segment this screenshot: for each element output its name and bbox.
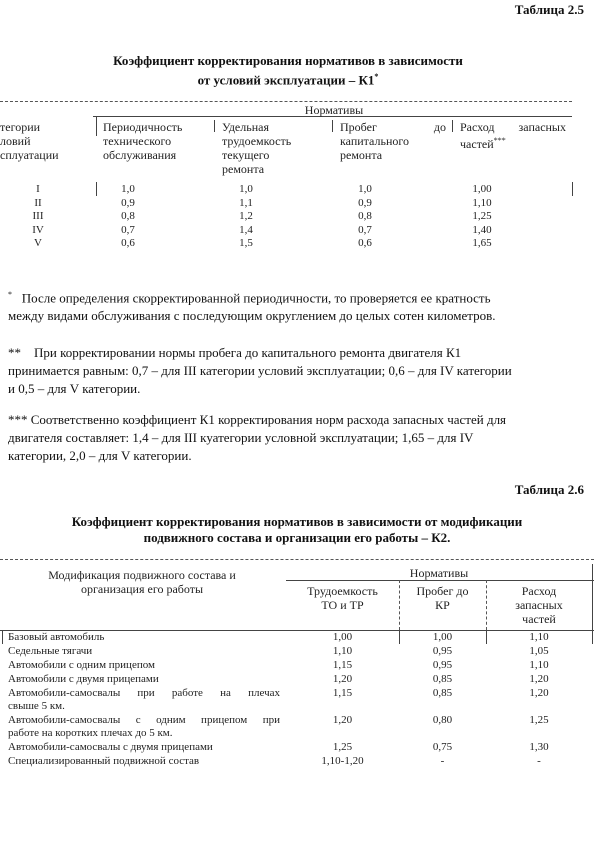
footnote-mark: *** (493, 136, 506, 145)
labor-cell: 1,20 (332, 714, 353, 726)
column-header-parts: Расход запасных частей (515, 584, 563, 626)
periodicity-cell: 0,7 (121, 223, 135, 236)
labor-cell: 1,00 (332, 631, 353, 643)
row-label: Автомобили-самосвалы при работе на плечах свыше 5 км. (8, 687, 280, 712)
row-label: Автомобили с одним прицепом (8, 659, 155, 671)
periodicity-cell: 0,9 (121, 196, 135, 209)
table-row (0, 673, 594, 686)
parts-cell: 1,10 (472, 196, 492, 209)
table-row (0, 659, 594, 672)
column-header-periodicity: Периодичность технического обслуживания (103, 120, 183, 162)
category-cell: V (34, 237, 42, 249)
table-row (0, 687, 594, 713)
column-header-modification: Модификация подвижного состава и организация его работы (48, 568, 236, 596)
parts-cell: 1,20 (529, 687, 549, 699)
row-label: Автомобили-самосвалы с одним прицепом при работе на коротких плечах до 5 км. (8, 714, 280, 739)
parts-cell: 1,30 (529, 741, 549, 753)
table-row (0, 755, 594, 768)
table-number: Таблица 2.6 (514, 482, 584, 497)
labor-cell: 1,10 (332, 645, 353, 657)
table-row (0, 183, 572, 196)
footnote: * После определения скорректированной периодичности, то проверяется ее кратность между видами обслуживания с последующим округлением до целых сотен километров. (8, 290, 496, 324)
category-cell: II (34, 196, 42, 209)
table-rule (0, 559, 594, 560)
mileage-cell: 1,0 (358, 183, 372, 195)
row-label: Автомобили с двумя прицепами (8, 673, 159, 685)
table-title-line: от условий эксплуатации – К1* (197, 72, 379, 88)
labor-cell: 1,0 (239, 183, 253, 195)
group-header: Нормативы (409, 566, 469, 580)
mileage-cell: 0,80 (432, 714, 453, 726)
category-cell: III (32, 210, 44, 222)
table-row (0, 237, 572, 250)
column-divider (572, 182, 573, 196)
mileage-cell: 0,6 (358, 237, 372, 249)
periodicity-cell: 0,6 (121, 237, 135, 249)
labor-cell: 1,5 (239, 237, 253, 249)
mileage-cell: 0,85 (432, 673, 453, 685)
table-row (0, 210, 572, 223)
column-divider (452, 120, 453, 132)
table-number: Таблица 2.5 (514, 2, 584, 17)
column-header-category: тегории ловий сплуатации (0, 120, 59, 162)
parts-cell: 1,40 (472, 223, 492, 236)
table-row (0, 224, 572, 237)
labor-cell: 1,1 (239, 196, 253, 209)
column-divider (96, 116, 97, 136)
parts-cell: 1,25 (472, 210, 492, 222)
table-row (0, 197, 572, 210)
mileage-cell: 0,95 (432, 645, 453, 657)
parts-cell: 1,65 (472, 237, 492, 249)
periodicity-cell: 1,0 (121, 183, 135, 195)
table-title (60, 53, 516, 88)
labor-cell: 1,15 (332, 687, 353, 699)
table-row (0, 714, 594, 740)
parts-cell: 1,20 (529, 673, 549, 685)
labor-cell: 1,15 (332, 659, 353, 671)
table-row (0, 631, 594, 644)
labor-cell: 1,4 (239, 223, 253, 236)
column-header-parts: Расход запасных частей*** (460, 120, 566, 151)
mileage-cell: 0,8 (358, 210, 372, 222)
mileage-cell: 0,85 (432, 687, 453, 699)
column-divider (332, 120, 333, 132)
footnote: *** Соответственно коэффициент К1 корректирования норм расхода запасных частей для двигателя составляет: 1,4 – для III куатегории условной эксплуатации; 1,65 – для IV категории, 2,0 – для V категории. (8, 412, 507, 463)
mileage-cell: 0,75 (432, 741, 453, 753)
column-divider (214, 120, 215, 132)
mileage-cell: 0,7 (358, 223, 372, 236)
mileage-cell: 0,95 (432, 659, 453, 671)
parts-cell: 1,05 (529, 645, 549, 657)
table-row (0, 645, 594, 658)
column-header-mileage: Пробег до капитального ремонта (340, 120, 446, 162)
table-title: Коэффициент корректирования нормативов в зависимости от модификации подвижного состава и организации его работы – К2. (71, 514, 523, 545)
mileage-cell: 0,9 (358, 196, 372, 209)
row-label: Базовый автомобиль (8, 631, 105, 643)
mileage-cell: 1,00 (432, 631, 453, 643)
row-label: Специализированный подвижной состав (8, 755, 200, 767)
column-header-labor: Удельная трудоемкость текущего ремонта (222, 120, 292, 176)
labor-cell: 1,2 (239, 210, 253, 222)
mileage-cell: - (440, 755, 445, 767)
category-cell: IV (32, 223, 44, 236)
labor-cell: 1,25 (332, 741, 353, 753)
labor-cell: 1,10-1,20 (321, 755, 364, 767)
column-header-labor: Трудоемкость ТО и ТР (307, 584, 378, 612)
parts-cell: 1,25 (529, 714, 549, 726)
footnote-mark: * (374, 72, 379, 81)
table-row (0, 741, 594, 754)
row-label: Седельные тягачи (8, 645, 93, 657)
parts-cell: - (537, 755, 541, 767)
parts-cell: 1,10 (529, 631, 549, 643)
footnote-mark: * (8, 290, 12, 299)
table-rule (286, 580, 594, 581)
footnote: ** При корректировании нормы пробега до капитального ремонта двигателя К1 принимается равным: 0,7 – для III категории условий эксплуатации; 0,6 – для IV категории и 0,5 – для V категории. (8, 345, 512, 396)
parts-cell: 1,00 (472, 183, 492, 195)
periodicity-cell: 0,8 (121, 210, 135, 222)
parts-cell: 1,10 (529, 659, 549, 671)
labor-cell: 1,20 (332, 673, 353, 685)
table-title-line: Коэффициент корректирования нормативов в зависимости (113, 53, 463, 68)
row-label: Автомобили-самосвалы с двумя прицепами (8, 741, 213, 753)
column-header-mileage: Пробег до КР (416, 584, 469, 612)
table-rule (0, 101, 572, 102)
category-cell: I (36, 183, 40, 195)
group-header: Нормативы (304, 103, 364, 117)
